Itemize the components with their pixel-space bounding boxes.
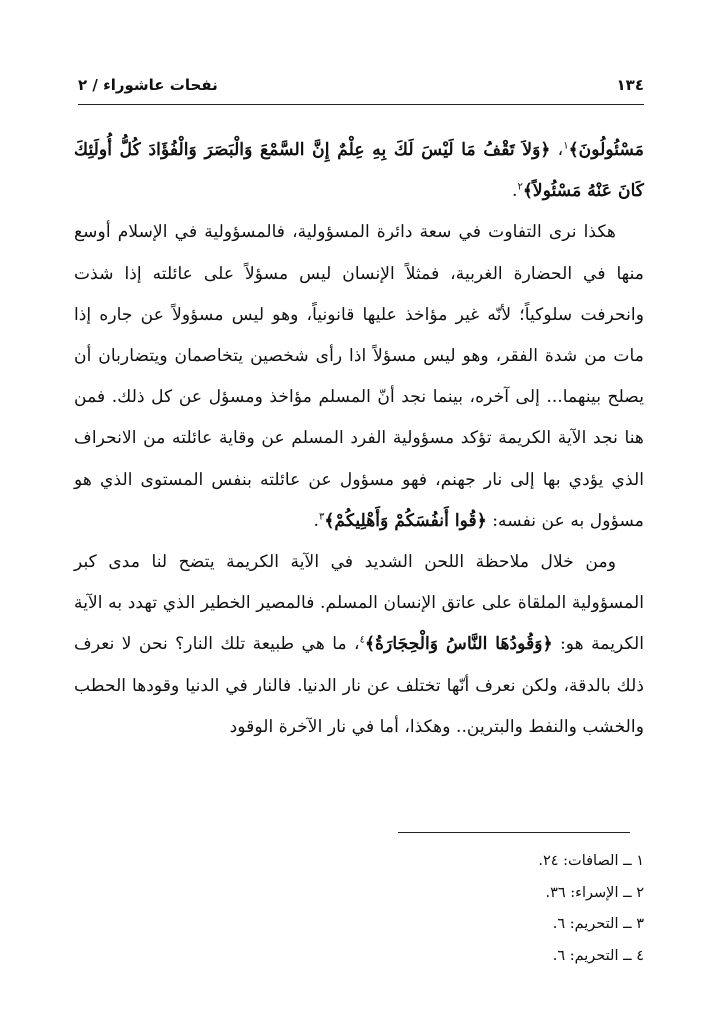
page-header [78, 72, 644, 100]
page-number: ١٣٤ [616, 76, 644, 94]
running-title: نفحات عاشوراء / ٢ [78, 76, 218, 94]
main-text [74, 130, 644, 748]
punctuation: . [313, 510, 319, 531]
punctuation: . [512, 181, 518, 202]
footnote-2: ٢ ــ الإسراء: ٣٦. [545, 884, 644, 901]
paragraph-text: ، ما هي طبيعة تلك النار؟ نحن لا نعرف ذلك بالدقة، ولكن نعرف أنّها تختلف عن نار الدنيا. فالنار في الدنيا وقودها الحطب والخشب والنفط والبترين.. وهكذا، أما في نار الآخرة الوقود [74, 634, 644, 737]
footnote-1: ١ ــ الصافات: ٢٤. [538, 853, 644, 869]
footnotes [384, 846, 644, 972]
header-divider [78, 104, 644, 105]
paragraph-3 [74, 542, 644, 748]
quran-verse: ﴿قُوا أَنفُسَكُمْ وَأَهْلِيكُمْ﴾ [324, 510, 487, 531]
paragraph-1 [74, 130, 644, 212]
footnote-ref: ٣ [318, 511, 325, 523]
paragraph-text: هكذا نرى التفاوت في سعة دائرة المسؤولية، فالمسؤولية في الإسلام أوسع منها في الحضارة الغربية، فمثلاً الإنسان ليس مسؤلاً على عائلته إذا شذت وانحرفت سلوكياً؛ لأنّه غير مؤاخذ عليها قانونياً، وهو ليس مسؤولاً عن جاره إذا مات من شدة الفقر، وهو ليس مسؤلاً اذا رأى شخصين يتخاصمان ويتضاربان أن يصلح بينهما... إلى آخره، بينما نجد أنّ المسلم مؤاخذ ومسؤل عن كل ذلك. فمن هنا نجد الآية الكريمة تؤكد مسؤولية الفرد المسلم عن وقاية عائلته من الانحراف الذي يؤدي بها إلى نار جهنم، فهو مسؤول عن عائلته بنفس المستوى الذي هو مسؤول به عن نفسه: [74, 222, 644, 531]
footnote-divider [398, 832, 630, 833]
footnote-3: ٣ ــ التحريم: ٦. [552, 916, 644, 932]
paragraph-text: ومن خلال ملاحظة اللحن الشديد في الآية الكريمة يتضح لنا مدى كبر المسؤولية الملقاة على عاتق الإنسان المسلم. فالمصير الخطير الذي تهدد به الآية الكريمة هو: [74, 552, 644, 655]
separator: ، [550, 140, 564, 160]
quran-verse: مَسْئُولُونَ﴾ [568, 140, 645, 160]
footnote-ref: ٢ [517, 181, 523, 193]
quran-verse: ﴿وَقُودُهَا النَّاسُ وَالْحِجَارَةُ﴾ [364, 634, 553, 655]
footnote-4: ٤ ــ التحريم: ٦. [552, 947, 644, 964]
footnote-ref: ١ [563, 140, 569, 152]
paragraph-2 [74, 212, 644, 542]
quran-verse: ﴿وَلاَ تَقْفُ مَا لَيْسَ لَكَ بِهِ عِلْمٌ إِنَّ السَّمْعَ وَالْبَصَرَ وَالْفُؤَادَ كُلُّ أُولَئِكَ كَانَ عَنْهُ مَسْئُولاً﴾ [74, 140, 644, 202]
footnote-ref: ٤ [359, 634, 365, 646]
